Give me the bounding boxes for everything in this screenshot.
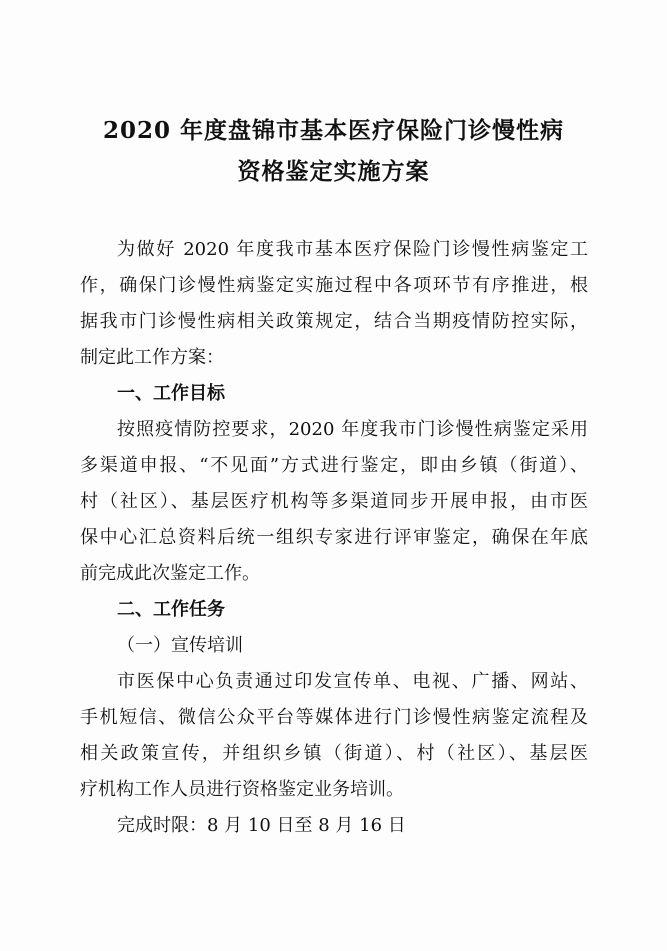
section2-line: 相关政策宣传，并组织乡镇（街道）、村（社区）、基层医 <box>80 743 588 764</box>
document-title-line2: 资格鉴定实施方案 <box>237 158 430 185</box>
section1-line: 多渠道申报、“不见面”方式进行鉴定，即由乡镇（街道）、 <box>80 455 588 476</box>
section1-line: 前完成此次鉴定工作。 <box>80 563 260 584</box>
intro-line: 制定此工作方案： <box>80 347 224 368</box>
section2-line: 市医保中心负责通过印发宣传单、电视、广播、网站、 <box>117 671 588 692</box>
section1-line: 村（社区）、基层医疗机构等多渠道同步开展申报，由市医 <box>80 491 588 512</box>
document-title-line1: 2020 年度盘锦市基本医疗保险门诊慢性病 <box>102 117 565 144</box>
section2-heading: 二、工作任务 <box>117 599 225 620</box>
section1-line: 保中心汇总资料后统一组织专家进行评审鉴定，确保在年底 <box>80 527 588 548</box>
document-body <box>80 232 588 844</box>
section1-line: 按照疫情防控要求，2020 年度我市门诊慢性病鉴定采用 <box>117 419 588 440</box>
deadline-text: 完成时限：8 月 10 日至 8 月 16 日 <box>117 815 406 836</box>
section2-line: 疗机构工作人员进行资格鉴定业务培训。 <box>80 779 404 800</box>
intro-line: 据我市门诊慢性病相关政策规定，结合当期疫情防控实际， <box>80 311 588 332</box>
section2-subheading: （一）宣传培训 <box>117 635 243 656</box>
section2-line: 手机短信、微信公众平台等媒体进行门诊慢性病鉴定流程及 <box>80 707 588 728</box>
intro-line: 为做好 2020 年度我市基本医疗保险门诊慢性病鉴定工 <box>117 239 588 260</box>
section1-heading: 一、工作目标 <box>117 383 225 404</box>
intro-line: 作，确保门诊慢性病鉴定实施过程中各项环节有序推进，根 <box>80 275 588 296</box>
